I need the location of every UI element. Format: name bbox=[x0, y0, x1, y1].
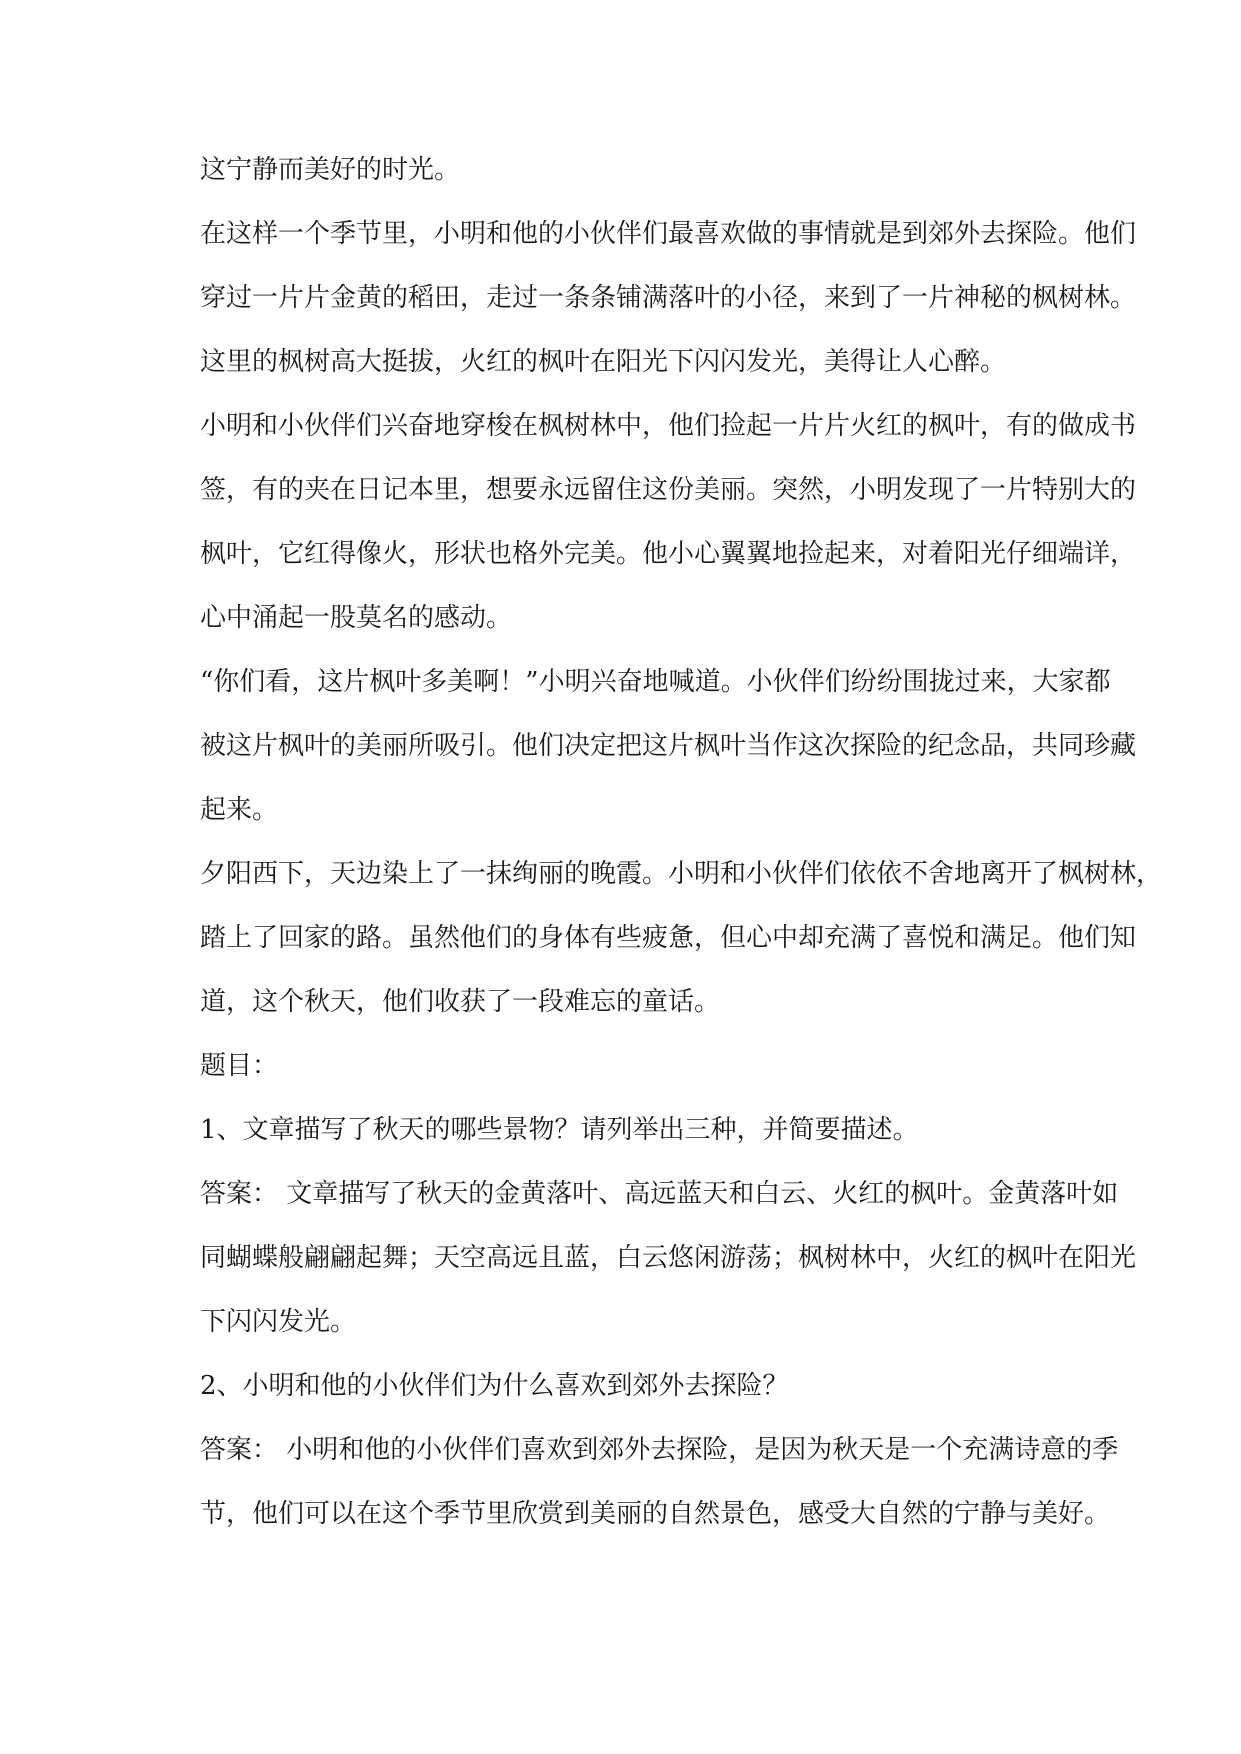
text-line: “你们看，这片枫叶多美啊！”小明兴奋地喊道。小伙伴们纷纷围拢过来，大家都 bbox=[200, 667, 1111, 697]
answer-2-line: 节，他们可以在这个季节里欣赏到美丽的自然景色，感受大自然的宁静与美好。 bbox=[200, 1499, 1111, 1529]
text-line: 这里的枫树高大挺拔，火红的枫叶在阳光下闪闪发光，美得让人心醉。 bbox=[200, 347, 1007, 377]
text-line: 穿过一片片金黄的稻田，走过一条条铺满落叶的小径，来到了一片神秘的枫树林。 bbox=[200, 283, 1137, 313]
text-line: 夕阳西下，天边染上了一抹绚丽的晚霞。小明和小伙伴们依依不舍地离开了枫树林， bbox=[200, 859, 1163, 889]
text-line: 小明和小伙伴们兴奋地穿梭在枫树林中，他们捡起一片片火红的枫叶，有的做成书 bbox=[200, 411, 1137, 441]
text-line: 在这样一个季节里，小明和他的小伙伴们最喜欢做的事情就是到郊外去探险。他们 bbox=[200, 219, 1137, 249]
text-line: 这宁静而美好的时光。 bbox=[200, 155, 461, 185]
answer-1-line: 同蝴蝶般翩翩起舞；天空高远且蓝，白云悠闲游荡；枫树林中，火红的枫叶在阳光 bbox=[200, 1243, 1137, 1273]
question-2: 2、小明和他的小伙伴们为什么喜欢到郊外去探险？ bbox=[200, 1371, 789, 1401]
text-line: 签，有的夹在日记本里，想要永远留住这份美丽。突然，小明发现了一片特别大的 bbox=[200, 475, 1137, 505]
question-1: 1、文章描写了秋天的哪些景物？请列举出三种，并简要描述。 bbox=[200, 1115, 919, 1145]
text-line: 枫叶，它红得像火，形状也格外完美。他小心翼翼地捡起来，对着阳光仔细端详， bbox=[200, 539, 1137, 569]
document-page bbox=[200, 138, 1163, 1546]
answer-2-line: 答案： 小明和他的小伙伴们喜欢到郊外去探险，是因为秋天是一个充满诗意的季 bbox=[200, 1435, 1119, 1465]
answer-1-line: 下闪闪发光。 bbox=[200, 1307, 357, 1337]
text-line: 起来。 bbox=[200, 795, 279, 825]
text-line: 踏上了回家的路。虽然他们的身体有些疲惫，但心中却充满了喜悦和满足。他们知 bbox=[200, 923, 1137, 953]
text-line: 心中涌起一股莫名的感动。 bbox=[200, 603, 513, 633]
answer-1-line: 答案： 文章描写了秋天的金黄落叶、高远蓝天和白云、火红的枫叶。金黄落叶如 bbox=[200, 1179, 1119, 1209]
question-heading: 题目： bbox=[200, 1051, 279, 1081]
text-line: 被这片枫叶的美丽所吸引。他们决定把这片枫叶当作这次探险的纪念品，共同珍藏 bbox=[200, 731, 1137, 761]
text-line: 道，这个秋天，他们收获了一段难忘的童话。 bbox=[200, 987, 721, 1017]
